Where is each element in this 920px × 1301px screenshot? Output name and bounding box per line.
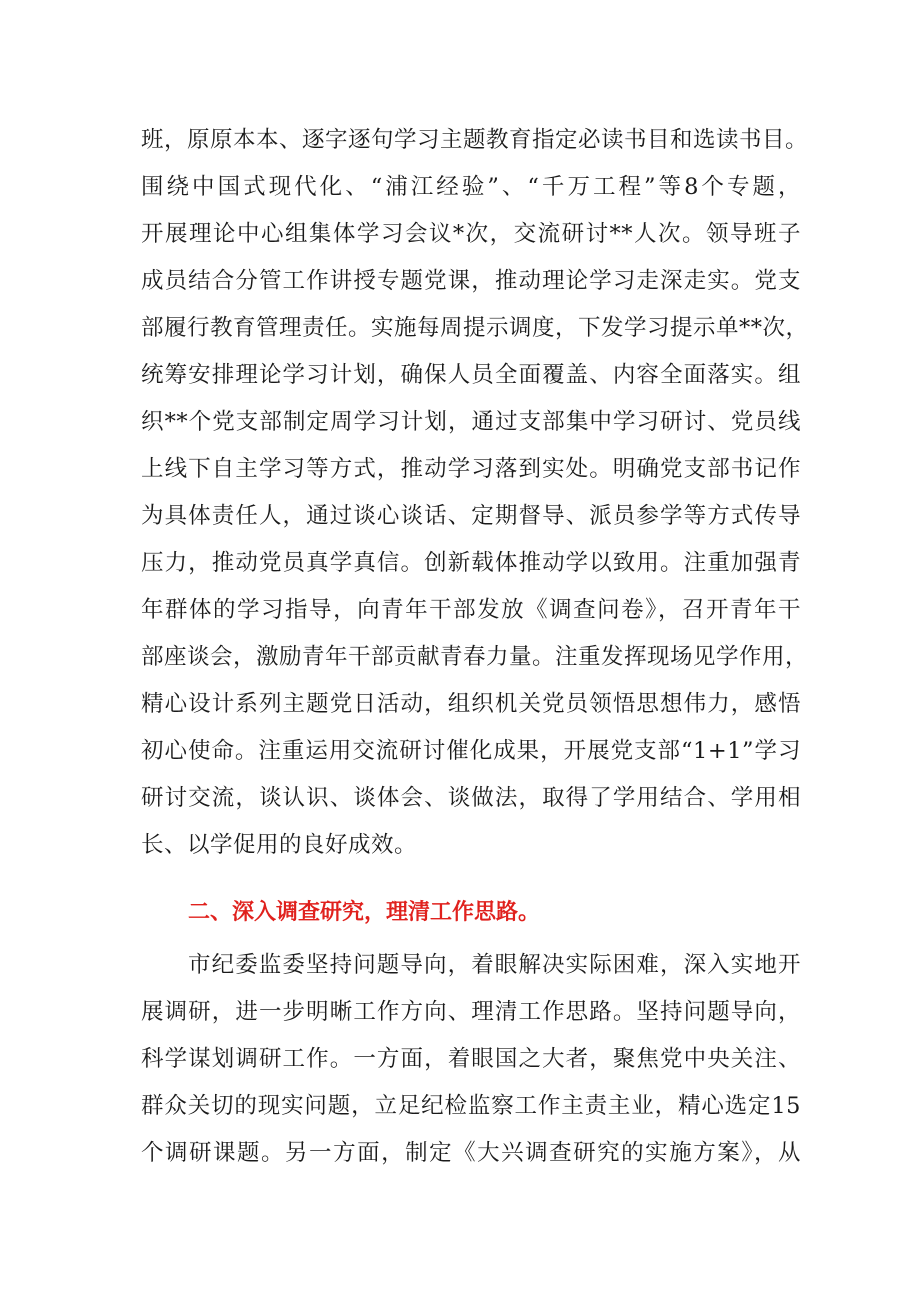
section-heading: 二、深入调查研究，理清工作思路。 (188, 900, 541, 925)
paragraph1-line: 部座谈会，激励青年干部贡献青春力量。注重发挥现场见学作用， (141, 644, 809, 670)
paragraph1-line: 织**个党支部制定周学习计划，通过支部集中学习研讨、党员线 (141, 409, 801, 435)
paragraph1-line: 围绕中国式现代化、“浦江经验”、“千万工程”等8个专题， (141, 174, 801, 200)
paragraph2-line: 群众关切的现实问题，立足纪检监察工作主责主业，精心选定15 (141, 1093, 801, 1119)
paragraph1-line: 长、以学促用的良好成效。 (141, 832, 418, 858)
paragraph2-line: 展调研，进一步明晰工作方向、理清工作思路。坚持问题导向， (141, 999, 801, 1025)
paragraph1-line: 年群体的学习指导，向青年干部发放《调查问卷》，召开青年干 (141, 597, 801, 623)
paragraph1-line: 压力，推动党员真学真信。创新载体推动学以致用。注重加强青 (141, 550, 801, 576)
paragraph2-line: 市纪委监委坚持问题导向，着眼解决实际困难，深入实地开 (188, 952, 801, 978)
paragraph1-line: 成员结合分管工作讲授专题党课，推动理论学习走深走实。党支 (141, 268, 801, 294)
paragraph1-line: 初心使命。注重运用交流研讨催化成果，开展党支部“1+1”学习 (141, 738, 801, 764)
paragraph1-line: 研讨交流，谈认识、谈体会、谈做法，取得了学用结合、学用相 (141, 785, 801, 811)
paragraph1-line: 上线下自主学习等方式，推动学习落到实处。明确党支部书记作 (141, 456, 801, 482)
paragraph2-line: 科学谋划调研工作。一方面，着眼国之大者，聚焦党中央关注、 (141, 1046, 801, 1072)
paragraph1-line: 开展理论中心组集体学习会议*次，交流研讨**人次。领导班子 (141, 221, 801, 247)
paragraph1-line: 统筹安排理论学习计划，确保人员全面覆盖、内容全面落实。组 (141, 362, 801, 388)
paragraph2-line: 个调研课题。另一方面，制定《大兴调查研究的实施方案》，从 (141, 1140, 801, 1166)
paragraph1-line: 为具体责任人，通过谈心谈话、定期督导、派员参学等方式传导 (141, 503, 801, 529)
paragraph1-line: 班，原原本本、逐字逐句学习主题教育指定必读书目和选读书目。 (141, 127, 809, 153)
paragraph1-line: 部履行教育管理责任。实施每周提示调度，下发学习提示单**次， (141, 315, 809, 341)
paragraph1-line: 精心设计系列主题党日活动，组织机关党员领悟思想伟力，感悟 (141, 691, 801, 717)
